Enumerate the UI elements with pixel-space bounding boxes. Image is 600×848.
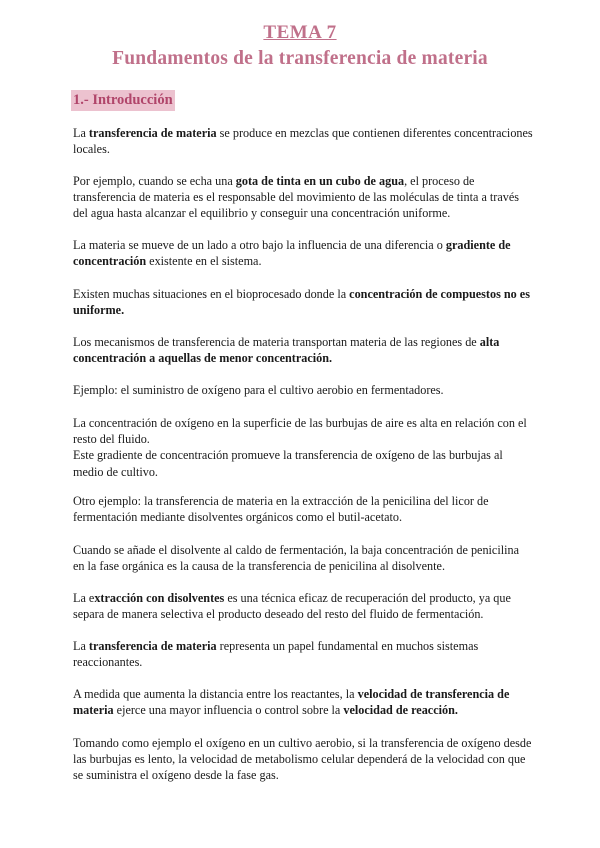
paragraph-10: La extracción con disolventes es una técnica eficaz de recuperación del producto, ya que separa de manera selectiva el producto deseado del resto del fluido de fermentación. bbox=[73, 591, 511, 622]
paragraph-12: A medida que aumenta la distancia entre los reactantes, la velocidad de transferencia de materia ejerce una mayor influencia o control sobre la velocidad de reacción. bbox=[73, 687, 510, 718]
paragraph-9: Cuando se añade el disolvente al caldo de fermentación, la baja concentración de penicilina en la fase orgánica es la causa de la transferencia de penicilina al disolvente. bbox=[73, 543, 520, 574]
paragraph-8: Otro ejemplo: la transferencia de materia en la extracción de la penicilina del licor de fermentación mediante disolventes orgánicos como el butil-acetato. bbox=[73, 494, 489, 525]
paragraph-3: La materia se mueve de un lado a otro bajo la influencia de una diferencia o gradiente de concentración existente en el sistema. bbox=[73, 238, 511, 269]
tema-heading: TEMA 7 bbox=[263, 22, 337, 43]
section-heading: 1.- Introducción bbox=[71, 90, 175, 111]
paragraph-1: La transferencia de materia se produce en mezclas que contienen diferentes concentraciones locales. bbox=[73, 126, 533, 157]
paragraph-4: Existen muchas situaciones en el bioprocesado donde la concentración de compuestos no es uniforme. bbox=[73, 287, 530, 318]
paragraph-11: La transferencia de materia representa un papel fundamental en muchos sistemas reaccionantes. bbox=[73, 639, 479, 670]
paragraph-2: Por ejemplo, cuando se echa una gota de tinta en un cubo de agua, el proceso de transferencia de materia es el responsable del movimiento de las moléculas de tinta a través del agua hasta alcanzar el equilibrio y conseguir una concentración uniforme. bbox=[73, 174, 520, 221]
paragraph-7: La concentración de oxígeno en la superficie de las burbujas de aire es alta en relación con el resto del fluido. Este gradiente de concentración promueve la transferencia de oxígeno de las burbujas al medio de cultivo. bbox=[73, 416, 527, 479]
paragraph-5: Los mecanismos de transferencia de materia transportan materia de las regiones de alta concentración a aquellas de menor concentración. bbox=[73, 335, 500, 366]
paragraph-6: Ejemplo: el suministro de oxígeno para el cultivo aerobio en fermentadores. bbox=[73, 383, 444, 397]
paragraph-13: Tomando como ejemplo el oxígeno en un cultivo aerobio, si la transferencia de oxígeno desde las burbujas es lento, la velocidad de metabolismo celular dependerá de la velocidad con que se suministra el oxígeno desde la fase gas. bbox=[73, 736, 532, 783]
document-title: Fundamentos de la transferencia de materia bbox=[112, 48, 488, 69]
